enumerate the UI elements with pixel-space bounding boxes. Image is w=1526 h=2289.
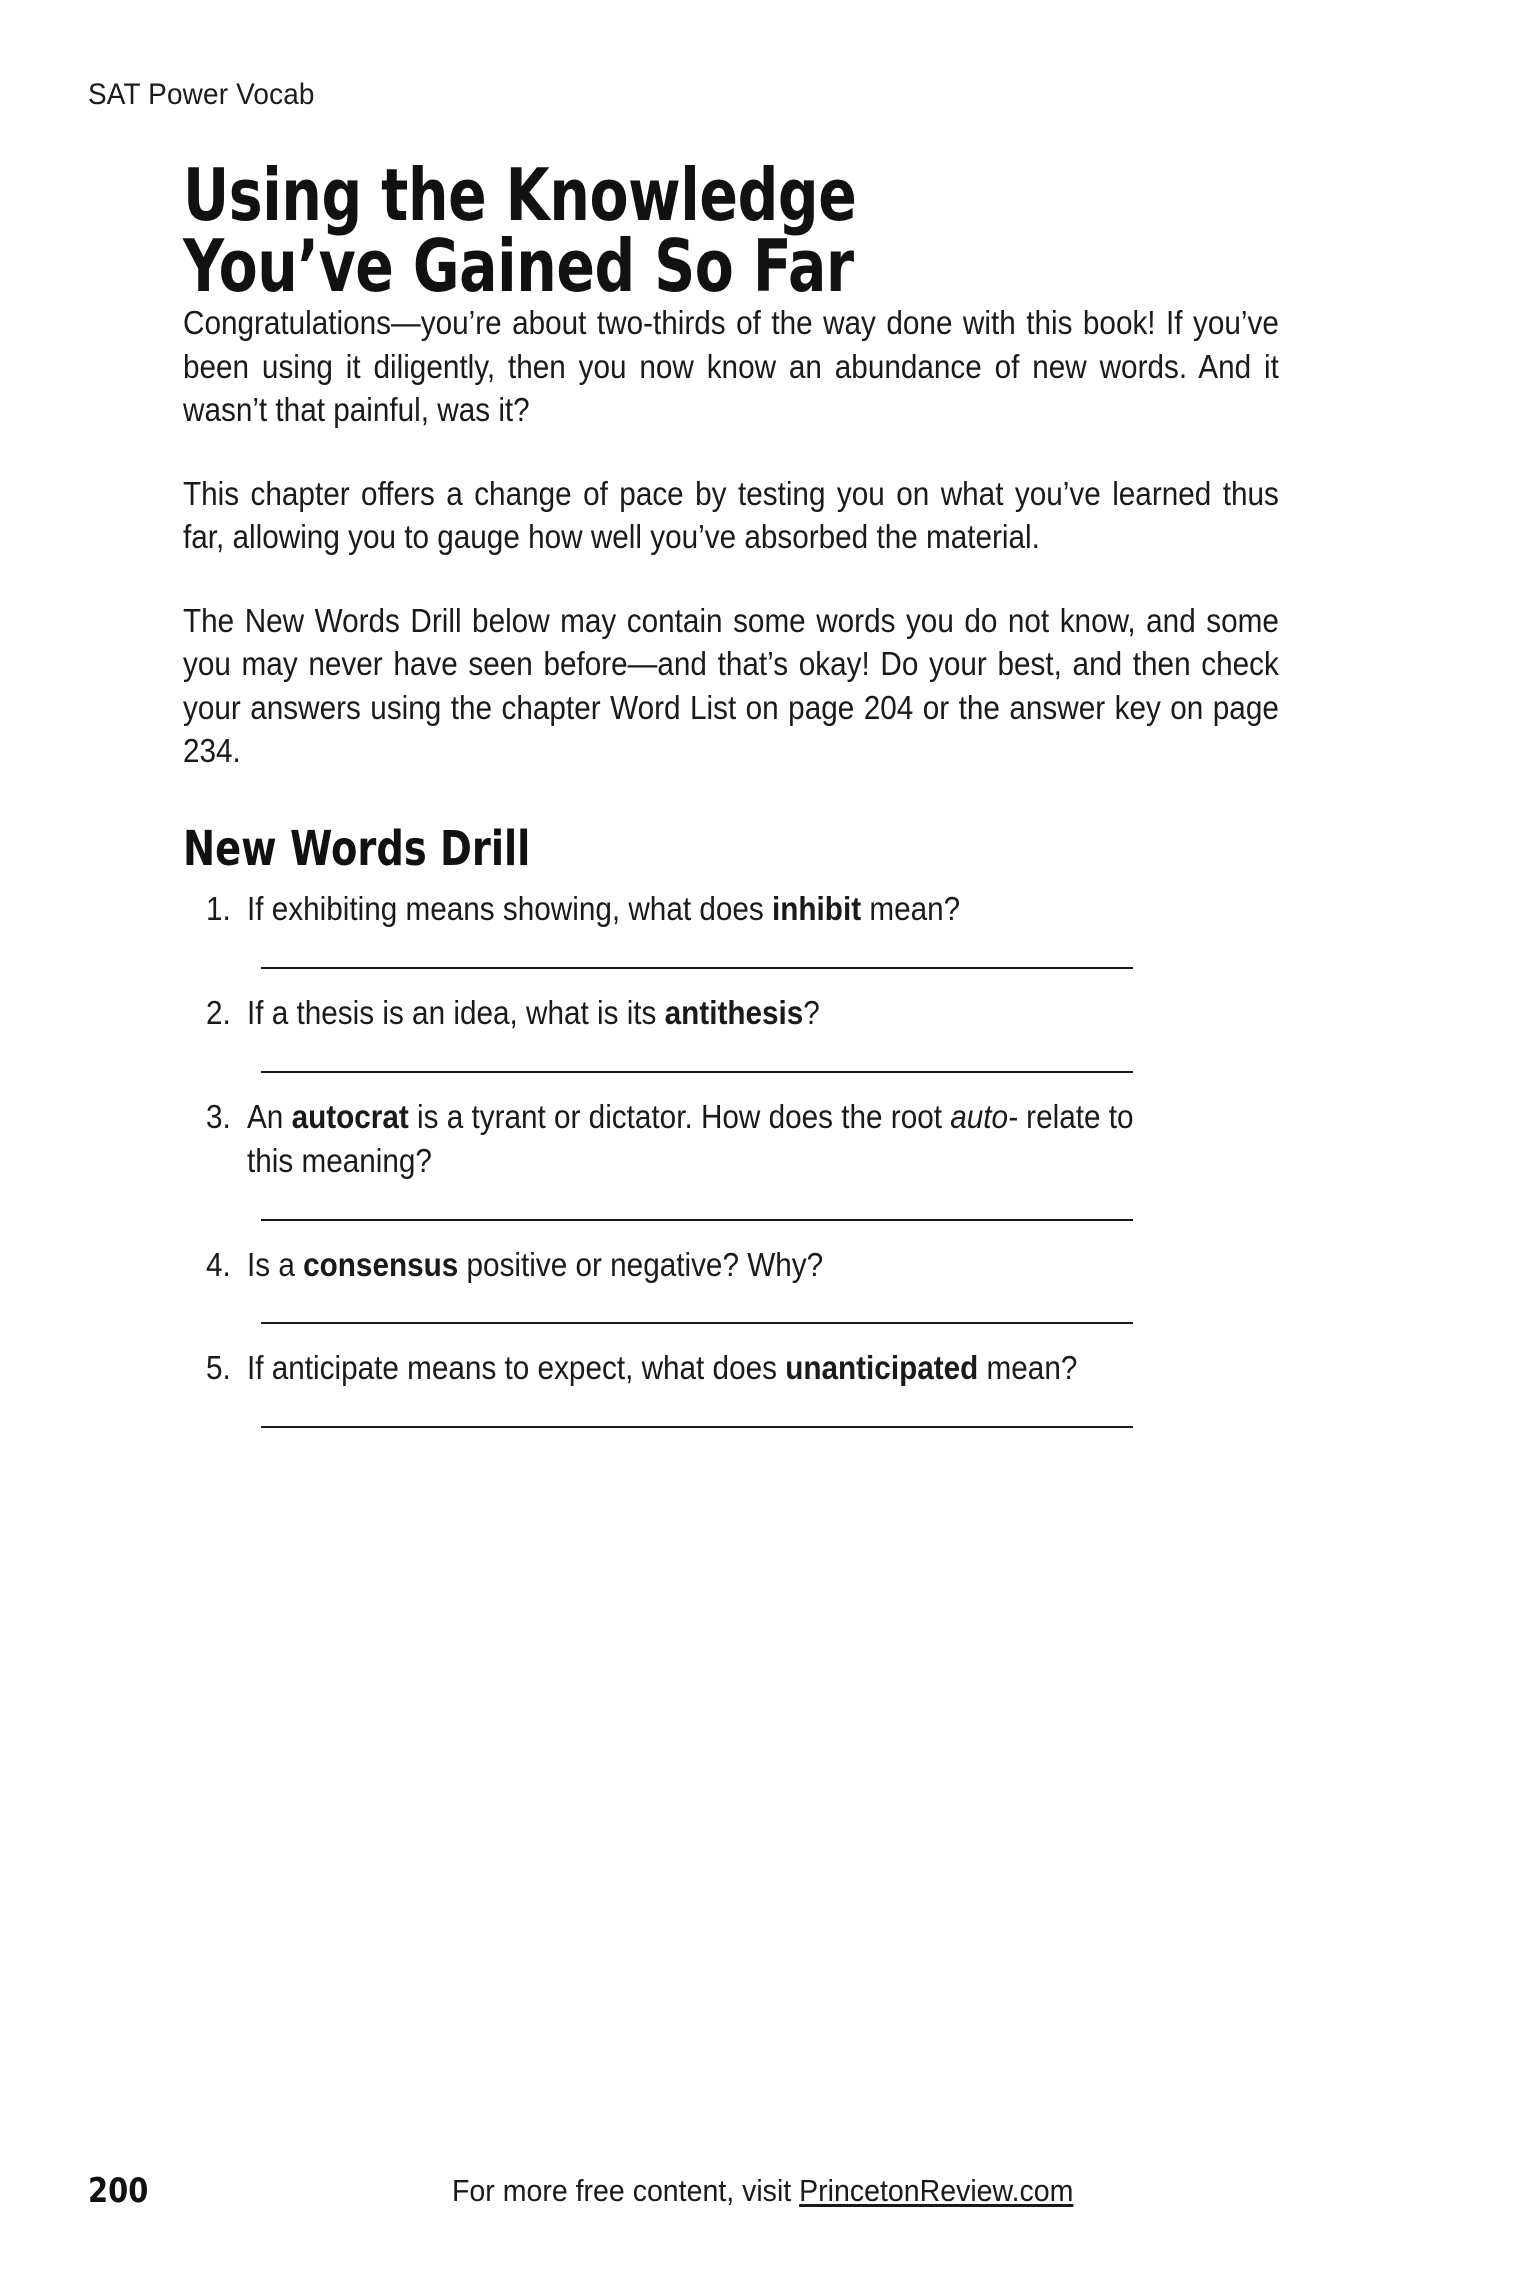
intro-paragraph-2: This chapter offers a change of pace by testing you on what you’ve learned thus far, allowing you to gauge how well you’ve absorbed the material. [183, 474, 1279, 556]
drill-question-row [183, 991, 1278, 1035]
page-footer [88, 2171, 1438, 2215]
answer-write-in-line[interactable] [261, 1426, 1133, 1428]
drill-item-text [247, 1243, 1175, 1287]
drill-item-number: 5. [206, 1349, 231, 1387]
drill-question-row [183, 1243, 1278, 1287]
root-word: auto- [950, 1097, 1018, 1135]
answer-write-in-line[interactable] [261, 1071, 1133, 1073]
intro-paragraph-1: Congratulations—you’re about two-thirds of the way done with this book! If you’ve been using it diligently, then you now know an abundance of new words. And it wasn’t that painful, was it? [183, 304, 1279, 429]
answer-write-in-line[interactable] [261, 967, 1133, 969]
vocab-word: consensus [303, 1245, 459, 1283]
page-number: 200 [88, 2171, 149, 2211]
intro-paragraph-3: The New Words Drill below may contain some words you do not know, and some you may never have seen before—and that’s okay! Do your best, and then check your answers using the chapter Word List on page 204 or the answer key on page 234. [183, 601, 1279, 770]
footer-note-text [452, 2173, 1073, 2209]
drill-item-text [247, 1095, 1175, 1183]
drill-item [183, 887, 1278, 969]
vocab-word: antithesis [664, 993, 804, 1031]
question-text: If exhibiting means showing, what does [247, 890, 773, 928]
chapter-title-line-2: You’ve Gained So Far [183, 223, 854, 308]
question-text: Is a [247, 1245, 304, 1283]
drill-item [183, 1346, 1278, 1428]
answer-write-in-line[interactable] [261, 1322, 1133, 1324]
drill-item-text [247, 1346, 1175, 1390]
page-title [183, 153, 1351, 308]
new-words-drill-list [183, 887, 1278, 1428]
princeton-review-link[interactable]: PrincetonReview.com [799, 2173, 1074, 2208]
drill-question-row [183, 887, 1278, 931]
question-text: mean? [978, 1349, 1078, 1387]
drill-item-number: 2. [206, 993, 231, 1031]
vocab-word: unanticipated [785, 1349, 979, 1387]
question-text: ? [803, 993, 820, 1031]
drill-item-number: 1. [206, 890, 231, 928]
drill-item [183, 991, 1278, 1073]
drill-item-text [247, 887, 1175, 931]
drill-item-number: 4. [206, 1245, 231, 1283]
page-content [183, 153, 1279, 1450]
question-text: relate to this meaning? [247, 1097, 1134, 1179]
drill-item-text [247, 991, 1175, 1035]
drill-question-row [183, 1095, 1278, 1183]
chapter-title-line-1: Using the Knowledge [183, 153, 857, 237]
drill-item [183, 1095, 1278, 1221]
drill-item-number: 3. [206, 1097, 231, 1135]
question-text: If a thesis is an idea, what is its [247, 993, 665, 1031]
drill-item [183, 1243, 1278, 1325]
vocab-word: autocrat [291, 1097, 409, 1135]
running-header: SAT Power Vocab [88, 78, 315, 111]
question-text: is a tyrant or dictator. How does the root [408, 1097, 951, 1135]
question-text: An [247, 1097, 292, 1135]
question-text: mean? [861, 890, 961, 928]
question-text: If anticipate means to expect, what does [247, 1349, 786, 1387]
drill-question-row [183, 1346, 1278, 1390]
footer-note [88, 2173, 1438, 2209]
new-words-drill-heading: New Words Drill [183, 821, 531, 878]
question-text: positive or negative? Why? [458, 1245, 824, 1283]
answer-write-in-line[interactable] [261, 1219, 1133, 1221]
vocab-word: inhibit [772, 890, 862, 928]
footer-note-prefix: For more free content, visit [452, 2173, 800, 2208]
